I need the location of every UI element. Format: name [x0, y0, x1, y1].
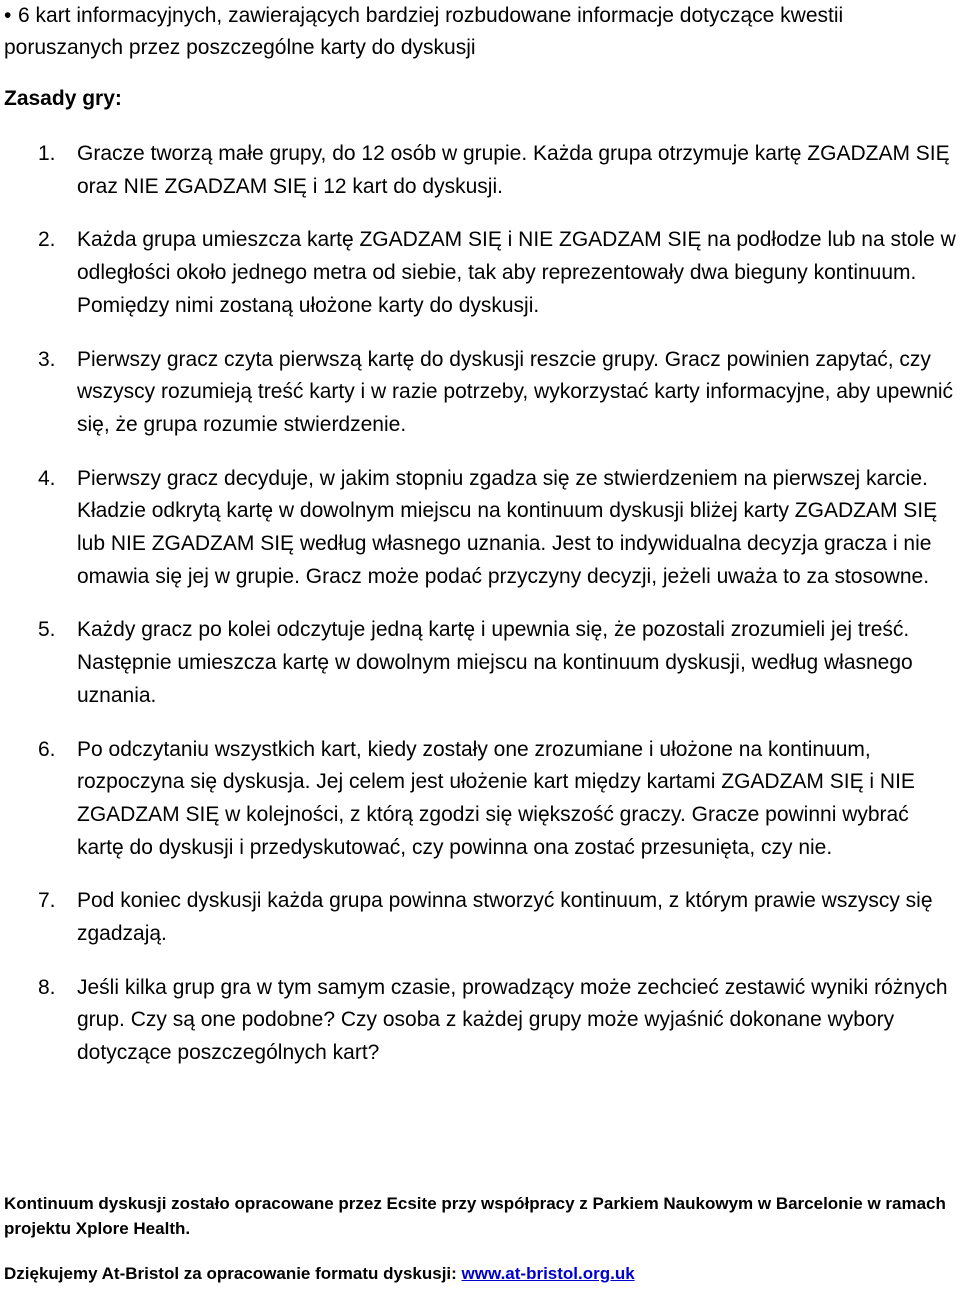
rule-text: Każdy gracz po kolei odczytuje jedną kartę i upewnia się, że pozostali zrozumieli jej treść. Następnie umieszcza kartę w dowolnym miejscu na kontinuum dyskusji, według własnego uznania. — [77, 618, 913, 707]
rule-text: Pod koniec dyskusji każda grupa powinna stworzyć kontinuum, z którym prawie wszyscy się zgadzają. — [77, 889, 933, 946]
rule-item-4 — [0, 463, 960, 594]
rules-list — [0, 138, 960, 1091]
rule-item-2 — [0, 224, 960, 322]
rule-number: 7. — [38, 889, 56, 913]
rule-text: Każda grupa umieszcza kartę ZGADZAM SIĘ i NIE ZGADZAM SIĘ na podłodze lub na stole w odległości około jednego metra od siebie, tak aby reprezentowały dwa bieguny kontinuum. Pomiędzy nimi zostaną ułożone karty do dyskusji. — [77, 228, 956, 317]
rule-number: 5. — [38, 618, 56, 642]
footer-credit: Kontinuum dyskusji zostało opracowane przez Ecsite przy współpracy z Parkiem Naukowym w Barcelonie w ramach projektu Xplore Health. — [4, 1194, 946, 1238]
rule-item-5 — [0, 614, 960, 712]
bullet-list-item — [4, 0, 954, 64]
rule-text: Jeśli kilka grup gra w tym samym czasie, prowadzący może zechcieć zestawić wyniki różnych grup. Czy są one podobne? Czy osoba z każdej grupy może wyjaśnić dokonane wybory dotyczące poszczególnych kart? — [77, 975, 948, 1065]
rules-heading: Zasady gry: — [4, 87, 122, 110]
rule-text: Pierwszy gracz decyduje, w jakim stopniu zgadza się ze stwierdzeniem na pierwszej karcie. Kładzie odkrytą kartę w dowolnym miejscu na kontinuum dyskusji bliżej karty ZGADZAM SIĘ lub NIE ZGADZAM SIĘ według własnego uznania. Jest to indywidualna decyzja gracza i nie omawia się jej w grupie. Gracz może podać przyczyny decyzji, jeżeli uważa to za stosowne. — [77, 466, 938, 588]
rule-number: 2. — [38, 228, 56, 252]
rule-number: 4. — [38, 466, 56, 490]
rule-text: Pierwszy gracz czyta pierwszą kartę do dyskusji reszcie grupy. Gracz powinien zapytać, czy wszyscy rozumieją treść karty i w razie potrzeby, wykorzystać karty informacyjne, aby upewnić się, że grupa rozumie stwierdzenie. — [77, 347, 954, 436]
rule-number: 1. — [38, 142, 56, 165]
rule-item-3 — [0, 344, 960, 442]
rule-number: 8. — [38, 975, 56, 999]
rule-item-7 — [0, 885, 960, 950]
bullet-symbol: • — [4, 4, 12, 27]
rule-number: 6. — [38, 737, 56, 761]
rule-text: Po odczytaniu wszystkich kart, kiedy zostały one zrozumiane i ułożone na kontinuum, rozpoczyna się dyskusja. Jej celem jest ułożenie kart między kartami ZGADZAM SIĘ i NIE ZGADZAM SIĘ w kolejności, z którą zgodzi się większość graczy. Gracze powinni wybrać kartę do dyskusji i przedyskutować, czy powinna ona zostać przesunięta, czy nie. — [77, 737, 915, 859]
rule-text: Gracze tworzą małe grupy, do 12 osób w grupie. Każda grupa otrzymuje kartę ZGADZAM SIĘ oraz NIE ZGADZAM SIĘ i 12 kart do dyskusji. — [77, 142, 950, 198]
footer-thanks — [4, 1261, 959, 1286]
rule-number: 3. — [38, 347, 56, 371]
at-bristol-link[interactable]: www.at-bristol.org.uk — [461, 1264, 635, 1283]
bullet-text: 6 kart informacyjnych, zawierających bardziej rozbudowane informacje dotyczące kwestii poruszanych przez poszczególne karty do dyskusji — [4, 4, 844, 59]
rule-item-8 — [0, 972, 960, 1070]
rule-item-6 — [0, 734, 960, 865]
rule-item-1 — [0, 138, 960, 203]
footer-thanks-text: Dziękujemy At-Bristol za opracowanie formatu dyskusji: — [4, 1264, 462, 1283]
